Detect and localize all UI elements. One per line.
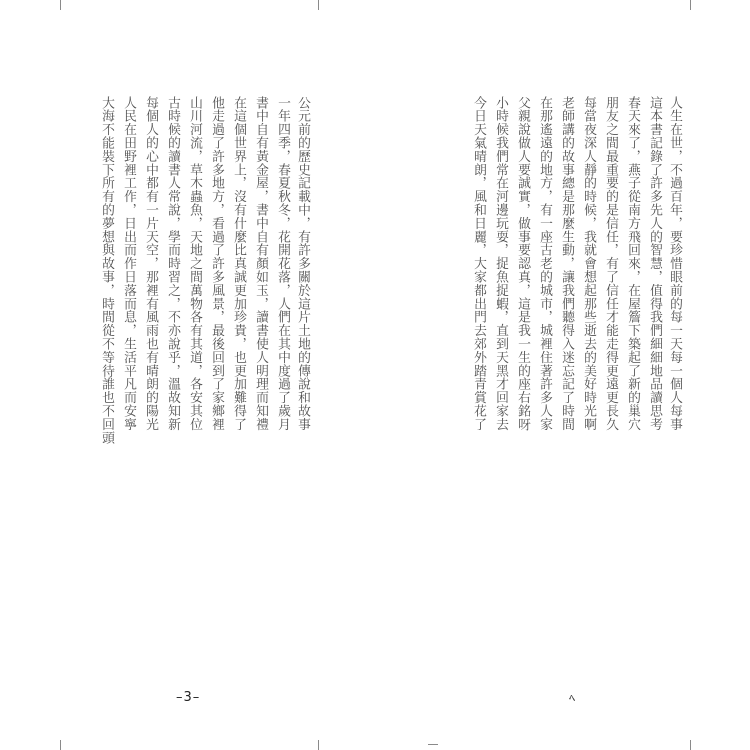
right-page-column: 春天來了，燕子從南方飛回來，在屋簷下築起了新的巢穴 xyxy=(625,96,640,431)
right-page-column: 每當夜深人靜的時候，我就會想起那些逝去的美好時光啊 xyxy=(581,96,596,431)
left-page-column: 他走過了許多地方，看過了許多風景，最後回到了家鄉裡 xyxy=(209,96,224,431)
spine-mark: ﾍ xyxy=(569,691,576,705)
right-page-column: 父親說做人要誠實，做事要認真，這是我一生的座右銘呀 xyxy=(515,96,530,431)
left-page-column: 書中自有黃金屋，書中自有顏如玉，讀書使人明理而知禮 xyxy=(253,96,268,431)
page-number: –3– xyxy=(176,690,201,705)
right-page-column: 在那遙遠的地方，有一座古老的城市，城裡住著許多人家 xyxy=(537,96,552,431)
crop-mark-top-left xyxy=(60,0,61,10)
right-page-column: 今日天氣晴朗，風和日麗，大家都出門去郊外踏青賞花了 xyxy=(471,96,486,431)
crop-mark-bottom-left xyxy=(60,740,61,750)
left-page-column: 一年四季，春夏秋冬，花開花落，人們在其中度過了歲月 xyxy=(275,96,290,431)
left-page-column: 人民在田野裡工作，日出而作日落而息，生活平凡而安寧 xyxy=(121,96,136,431)
crop-mark-bottom-right xyxy=(690,740,691,750)
right-page-column: 小時候我們常在河邊玩耍，捉魚捉蝦，直到天黑才回家去 xyxy=(493,96,508,431)
right-page-column: 朋友之間最重要的是信任，有了信任才能走得更遠更長久 xyxy=(603,96,618,431)
left-page-column: 山川河流，草木蟲魚，天地之間萬物各有其道，各安其位 xyxy=(187,96,202,431)
left-page-column: 在這個世界上，沒有什麼比真誠更加珍貴，也更加難得了 xyxy=(231,96,246,431)
left-page-column: 大海不能裝下所有的夢想與故事，時間從不等待誰也不回頭 xyxy=(99,96,114,445)
right-page-column: 人生在世，不過百年，要珍惜眼前的每一天每一個人每事 xyxy=(667,96,682,431)
left-page-column: 公元前的歷史記載中，有許多關於這片土地的傳說和故事 xyxy=(295,96,310,431)
crop-mark-bottom-center xyxy=(318,740,319,750)
crop-mark-top-right xyxy=(690,0,691,10)
right-page-column: 這本書記錄了許多先人的智慧，值得我們細細地品讀思考 xyxy=(647,96,662,431)
left-page-column: 古時候的讀書人常說，學而時習之，不亦說乎，溫故知新 xyxy=(165,96,180,431)
crop-mark-gutter xyxy=(428,744,438,745)
left-page-column: 每個人的心中都有一片天空，那裡有風雨也有晴朗的陽光 xyxy=(143,96,158,431)
right-page-column: 老師講的故事總是那麼生動，讓我們聽得入迷忘記了時間 xyxy=(559,96,574,431)
crop-mark-top-center xyxy=(318,0,319,10)
